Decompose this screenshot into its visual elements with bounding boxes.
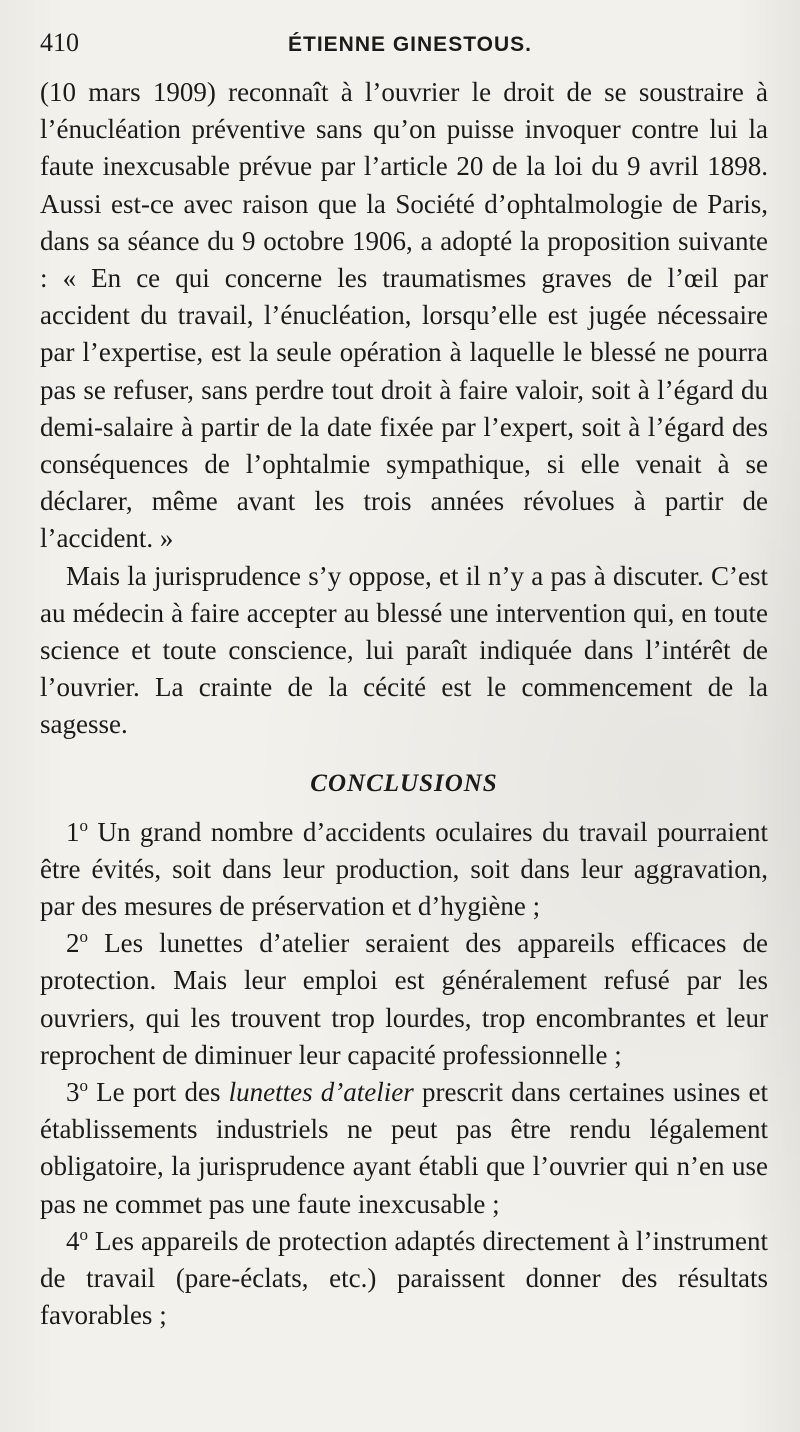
conclusion-text: Un grand nombre d’accidents oculaires du travail pourraient être évités, soit dans leur production, soit dans leur aggravation, par des mesures de préservation et d’hygiène ; [40, 816, 768, 922]
section-heading-conclusions: CONCLUSIONS [310, 769, 498, 797]
page-number: 410 [40, 28, 79, 57]
conclusion-text-italic: lunettes d’atelier [228, 1077, 414, 1108]
ordinal-mark: o [79, 1076, 88, 1096]
conclusion-item-1 [40, 814, 768, 926]
running-head [40, 28, 768, 74]
conclusion-number: 3 [66, 1077, 80, 1108]
conclusion-item-2 [40, 925, 768, 1074]
conclusion-number: 1 [66, 816, 80, 847]
conclusion-text-end: prescrit dans certaines usines et établissements industriels ne peut pas être rendu légalement obligatoire, la jurisprudence ayant établi que l’ouvrier qui n’en use pas ne commet pas une faute inexcusable ; [40, 1077, 769, 1219]
ordinal-mark: o [79, 815, 88, 835]
conclusion-text-start: Le port des [88, 1077, 229, 1108]
conclusion-text: Les lunettes d’atelier seraient des appareils efficaces de protection. Mais leur emploi est généralement refusé par les ouvriers, qui les trouvent trop lourdes, trop encombrantes et leur reprochent de diminuer leur capacité professionnelle ; [40, 928, 768, 1070]
conclusion-item-4 [40, 1223, 768, 1335]
paragraph-jurisprudence: Mais la jurisprudence s’y oppose, et il n’y a pas à discuter. C’est au médecin à faire accepter au blessé une intervention qui, en toute science et toute conscience, lui paraît indiquée dans l’intérêt de l’ouvrier. La crainte de la cécité est le commencement de la sagesse. [40, 560, 768, 740]
running-head-title: ÉTIENNE GINESTOUS. [288, 33, 532, 56]
conclusion-number: 4 [66, 1225, 80, 1256]
paragraph-continued: (10 mars 1909) reconnaît à l’ouvrier le droit de se soustraire à l’énucléation préventive sans qu’on puisse invoquer contre lui la faute inexcusable prévue par l’article 20 de la loi du 9 avril 1898. Aussi est-ce avec raison que la Société d’ophtalmologie de Paris, dans sa séance du 9 octobre 1906, a adopté la proposition suivante : « En ce qui concerne les traumatismes graves de l’œil par accident du travail, l’énucléation, lorsqu’elle est jugée nécessaire par l’expertise, est la seule opération à laquelle le blessé ne pourra pas se refuser, sans perdre tout droit à faire valoir, soit à l’égard du demi-salaire à partir de la date fixée par l’expert, soit à l’égard des conséquences de l’ophtalmie sympathique, si elle venait à se déclarer, même avant les trois années révolues à partir de l’accident. » [40, 77, 768, 554]
ordinal-mark: o [79, 1224, 88, 1244]
ordinal-mark: o [79, 927, 88, 947]
conclusion-number: 2 [66, 928, 80, 959]
conclusion-item-3 [40, 1074, 768, 1223]
page-text-block [40, 28, 768, 1335]
conclusion-text: Les appareils de protection adaptés directement à l’instrument de travail (pare-éclats, etc.) paraissent donner des résultats favorables ; [40, 1225, 768, 1331]
